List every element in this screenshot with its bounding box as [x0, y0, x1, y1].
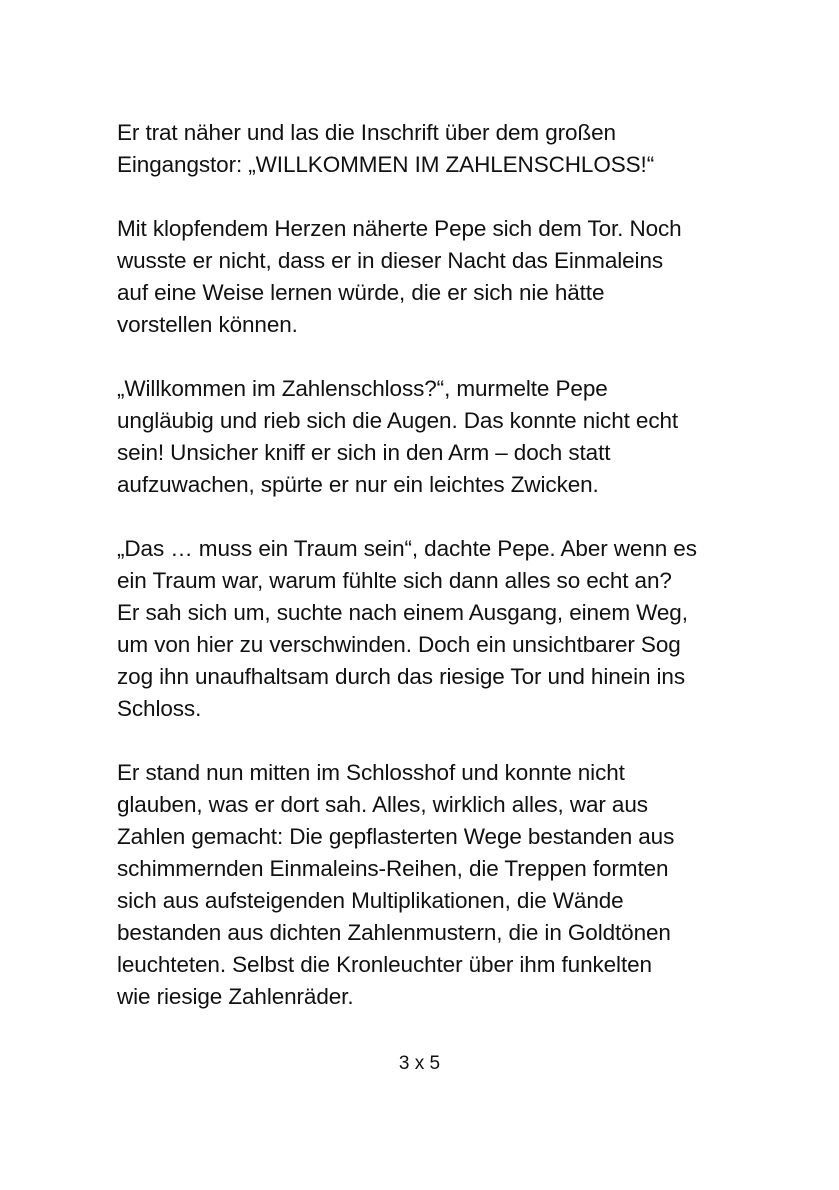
paragraph-3: [117, 373, 757, 501]
text-line: um von hier zu verschwinden. Doch ein unsichtbarer Sog: [117, 632, 681, 657]
text-line: schimmernden Einmaleins-Reihen, die Treppen formten: [117, 856, 669, 881]
paragraph-1: [117, 117, 757, 181]
paragraph-2: [117, 213, 757, 341]
page-number: 3 x 5: [398, 1053, 441, 1074]
text-line: vorstellen können.: [117, 312, 298, 337]
text-line: leuchteten. Selbst die Kronleuchter über ihm funkelten: [117, 952, 652, 977]
text-line: ein Traum war, warum fühlte sich dann alles so echt an?: [117, 568, 672, 593]
text-line: auf eine Weise lernen würde, die er sich nie hätte: [117, 280, 605, 305]
text-line: Er stand nun mitten im Schlosshof und konnte nicht: [117, 760, 625, 785]
text-line: Er sah sich um, suchte nach einem Ausgang, einem Weg,: [117, 600, 688, 625]
body-text: [117, 117, 757, 1013]
text-line: Mit klopfendem Herzen näherte Pepe sich dem Tor. Noch: [117, 216, 682, 241]
text-line: wie riesige Zahlenräder.: [117, 984, 354, 1009]
text-line: Eingangstor: „WILLKOMMEN IM ZAHLENSCHLOSS!“: [117, 152, 655, 177]
text-line: „Willkommen im Zahlenschloss?“, murmelte Pepe: [117, 376, 608, 401]
text-line: sein! Unsicher kniff er sich in den Arm – doch statt: [117, 440, 611, 465]
text-line: Schloss.: [117, 696, 202, 721]
text-line: wusste er nicht, dass er in dieser Nacht das Einmaleins: [117, 248, 664, 273]
text-line: glauben, was er dort sah. Alles, wirklich alles, war aus: [117, 792, 648, 817]
text-line: Er trat näher und las die Inschrift über dem großen: [117, 120, 616, 145]
text-line: sich aus aufsteigenden Multiplikationen, die Wände: [117, 888, 624, 913]
text-line: ungläubig und rieb sich die Augen. Das konnte nicht echt: [117, 408, 679, 433]
text-line: aufzuwachen, spürte er nur ein leichtes Zwicken.: [117, 472, 599, 497]
text-line: Zahlen gemacht: Die gepflasterten Wege bestanden aus: [117, 824, 675, 849]
paragraph-4: [117, 533, 757, 725]
text-line: zog ihn unaufhaltsam durch das riesige Tor und hinein ins: [117, 664, 685, 689]
paragraph-5: [117, 757, 757, 1013]
text-line: bestanden aus dichten Zahlenmustern, die in Goldtönen: [117, 920, 671, 945]
text-line: „Das … muss ein Traum sein“, dachte Pepe. Aber wenn es: [117, 536, 697, 561]
